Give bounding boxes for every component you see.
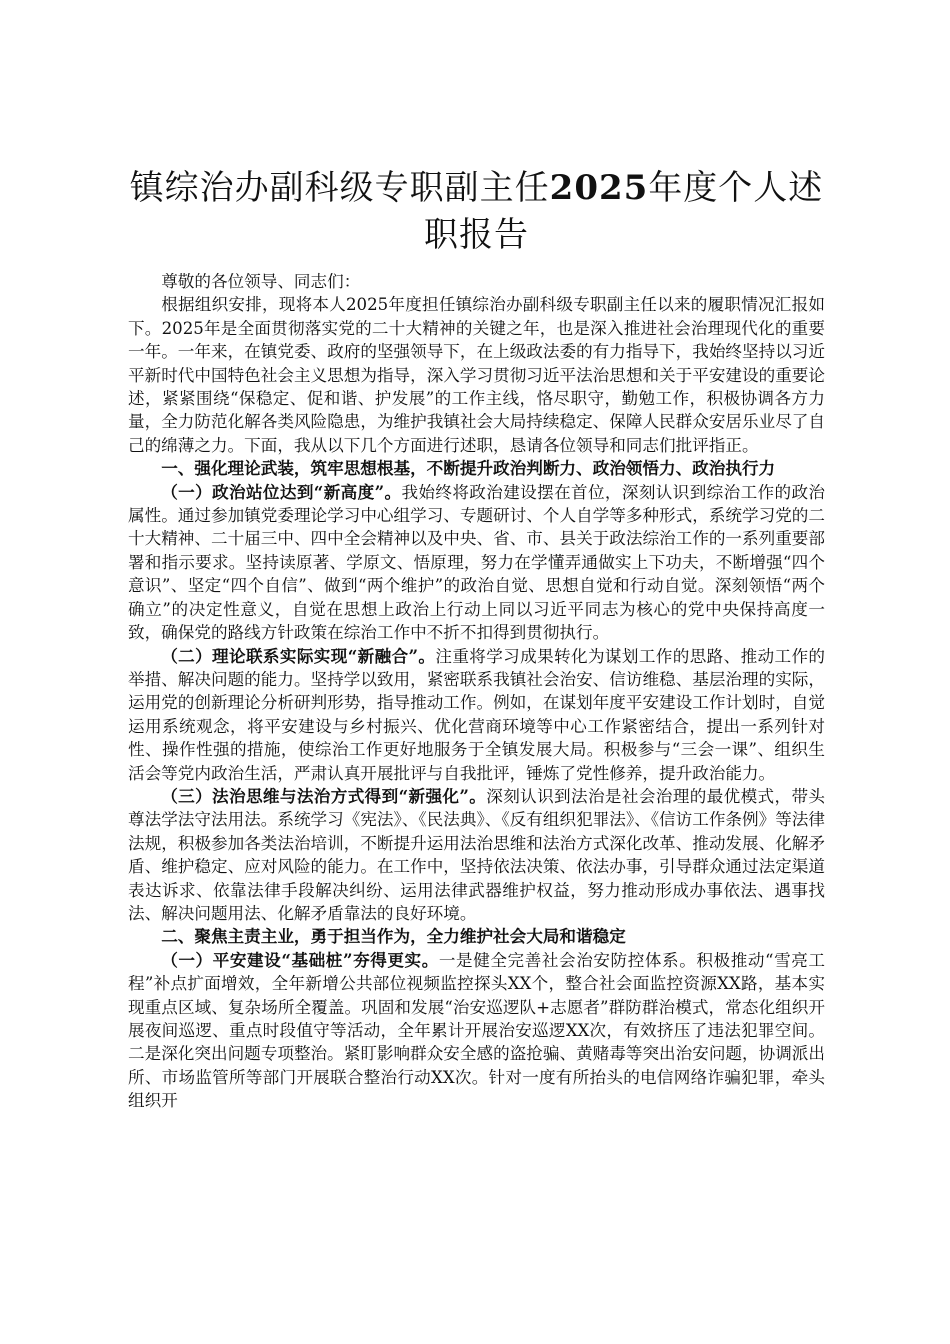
section-1-paragraph-3 [128, 785, 825, 925]
section-1-paragraph-2 [128, 645, 825, 785]
paragraph-body: 注重将学习成果转化为谋划工作的思路、推动工作的举措、解决问题的能力。坚持学以致用，紧密联系我镇社会治安、信访维稳、基层治理的实际，运用党的创新理论分析研判形势，指导推动工作。例如，在谋划年度平安建设工作计划时，自觉运用系统观念，将平安建设与乡村振兴、优化营商环境等中心工作紧密结合，提出一系列针对性、操作性强的措施，使综治工作更好地服务于全镇发展大局。积极参与“三会一课”、组织生活会等党内政治生活，严肃认真开展批评与自我批评，锤炼了党性修养，提升政治能力。 [128, 646, 825, 783]
greeting: 尊敬的各位领导、同志们： [161, 272, 361, 291]
title-year: 2025 [549, 168, 649, 208]
paragraph-body: 我始终将政治建设摆在首位，深刻认识到综治工作的政治属性。通过参加镇党委理论学习中心组学习、专题研讨、个人自学等多种形式，系统学习党的二十大精神、二十届三中、四中全会精神以及中央、省、市、县关于政法综治工作的一系列重要部署和指示要求。坚持读原著、学原文、悟原理，努力在学懂弄通做实上下功夫，不断增强“四个意识”、坚定“四个自信”、做到“两个维护”的政治自觉、思想自觉和行动自觉。深刻领悟“两个确立”的决定性意义，自觉在思想上政治上行动上同以习近平同志为核心的党中央保持高度一致，确保党的路线方针政策在综治工作中不折不扣得到贯彻执行。 [128, 482, 826, 643]
section-2-heading: 二、聚焦主责主业，勇于担当作为，全力维护社会大局和谐稳定 [161, 926, 626, 947]
document-title [128, 165, 825, 259]
section-2-paragraph-1 [128, 949, 825, 1113]
intro-paragraph: 根据组织安排，现将本人2025年度担任镇综治办副科级专职副主任以来的履职情况汇报如下。2025年是全面贯彻落实党的二十大精神的关键之年，也是深入推进社会治理现代化的重要一年。一年来，在镇党委、政府的坚强领导下，在上级政法委的有力指导下，我始终坚持以习近平新时代中国特色社会主义思想为指导，深入学习贯彻习近平法治思想和关于平安建设的重要论述，紧紧围绕“保稳定、促和谐、护发展”的工作主线，恪尽职守，勤勉工作，积极协调各方力量，全力防范化解各类风险隐患，为维护我镇社会大局持续稳定、保障人民群众安居乐业尽了自己的绵薄之力。下面，我从以下几个方面进行述职，恳请各位领导和同志们批评指正。 [128, 295, 825, 455]
paragraph-subtitle: （一）政治站位达到“新高度”。 [161, 481, 402, 502]
document-page [128, 165, 825, 1113]
title-part-1: 镇综治办副科级专职副主任 [129, 168, 550, 208]
paragraph-body: 一是健全完善社会治安防控体系。积极推动“雪亮工程”补点扩面增效，全年新增公共部位视频监控探头XX个，整合社会面监控资源XX路，基本实现重点区域、复杂场所全覆盖。巩固和发展“治安巡逻队+志愿者”群防群治模式，常态化组织开展夜间巡逻、重点时段值守等活动，全年累计开展治安巡逻XX次，有效挤压了违法犯罪空间。二是深化突出问题专项整治。紧盯影响群众安全感的盗抢骗、黄赌毒等突出治安问题，协调派出所、市场监管所等部门开展联合整治行动XX次。针对一度有所抬头的电信网络诈骗犯罪，牵头组织开 [128, 950, 825, 1111]
paragraph-body: 深刻认识到法治是社会治理的最优模式，带头尊法学法守法用法。系统学习《宪法》、《民法典》、《反有组织犯罪法》、《信访工作条例》等法律法规，积极参加各类法治培训，不断提升运用法治思维和法治方式深化改革、推动发展、化解矛盾、维护稳定、应对风险的能力。在工作中，坚持依法决策、依法办事，引导群众通过法定渠道表达诉求、依靠法律手段解决纠纷、运用法律武器维护权益，努力推动形成办事依法、遇事找法、解决问题用法、化解矛盾靠法的良好环境。 [128, 786, 826, 923]
paragraph-subtitle: （二）理论联系实际实现“新融合”。 [161, 645, 436, 666]
title-part-2: 年度个人述职报告 [424, 168, 824, 255]
paragraph-subtitle: （一）平安建设“基础桩”夯得更实。 [161, 949, 439, 970]
section-1-heading: 一、强化理论武装，筑牢思想根基，不断提升政治判断力、政治领悟力、政治执行力 [161, 458, 776, 479]
paragraph-subtitle: （三）法治思维与法治方式得到“新强化”。 [161, 785, 487, 806]
section-1-paragraph-1 [128, 481, 825, 645]
